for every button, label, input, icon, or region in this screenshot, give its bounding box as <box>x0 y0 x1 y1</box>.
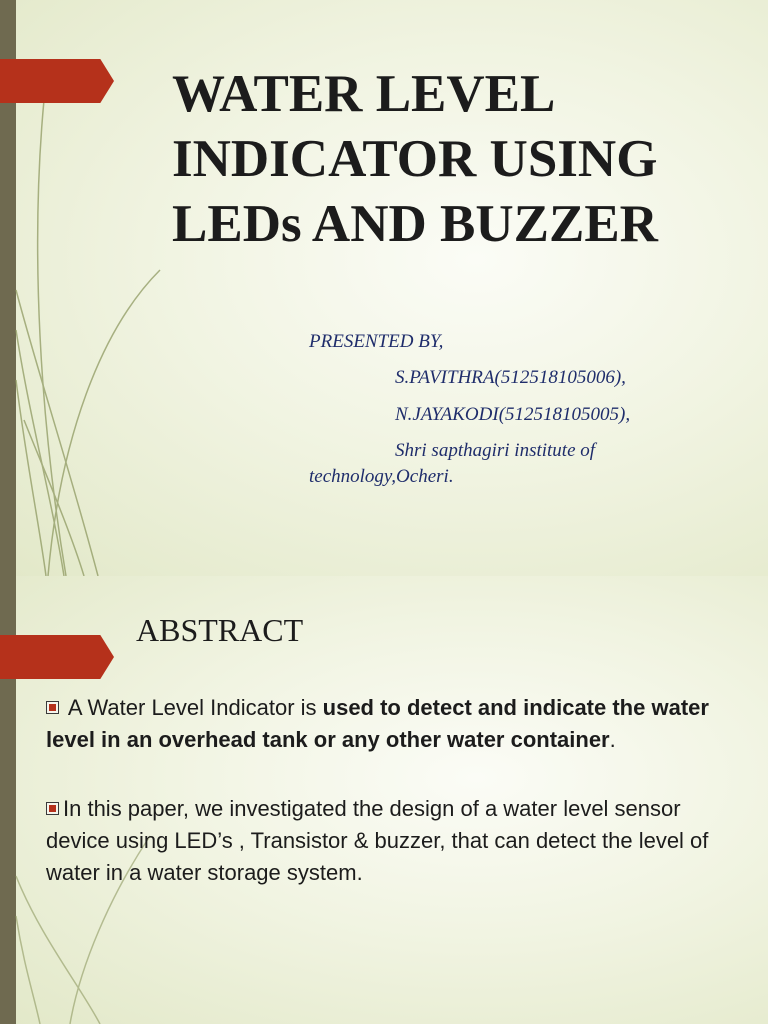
presented-by-label: PRESENTED BY, <box>309 331 444 352</box>
abstract-arrow-tab <box>0 635 114 679</box>
slide-title: WATER LEVEL INDICATOR USING LEDs AND BUZZER <box>172 65 658 253</box>
title-arrow-tab <box>0 59 114 103</box>
bullet-1-text-start: A Water Level Indicator is <box>63 695 323 720</box>
presenter-1: S.PAVITHRA(512518105006), <box>395 367 626 388</box>
abstract-heading: ABSTRACT <box>136 612 304 648</box>
bullet-1-text-end: . <box>609 727 616 752</box>
abstract-bullet-1 <box>46 692 726 756</box>
institute-line-1: Shri sapthagiri institute of <box>395 440 596 461</box>
square-bullet-icon <box>46 701 59 714</box>
abstract-bullet-2 <box>46 793 726 889</box>
bullet-2-text: In this paper, we investigated the design of a water level sensor device using LED’s , Transistor & buzzer, that can detect the level of water in a water storage system. <box>46 796 709 885</box>
presenter-2: N.JAYAKODI(512518105005), <box>395 404 631 425</box>
square-bullet-icon <box>46 802 59 815</box>
institute-line-2: technology,Ocheri. <box>309 466 454 487</box>
bullet-1-bold-text: used to detect and indicate the water level in an overhead tank or any other water container <box>46 695 709 752</box>
abstract-slide <box>0 576 768 1024</box>
